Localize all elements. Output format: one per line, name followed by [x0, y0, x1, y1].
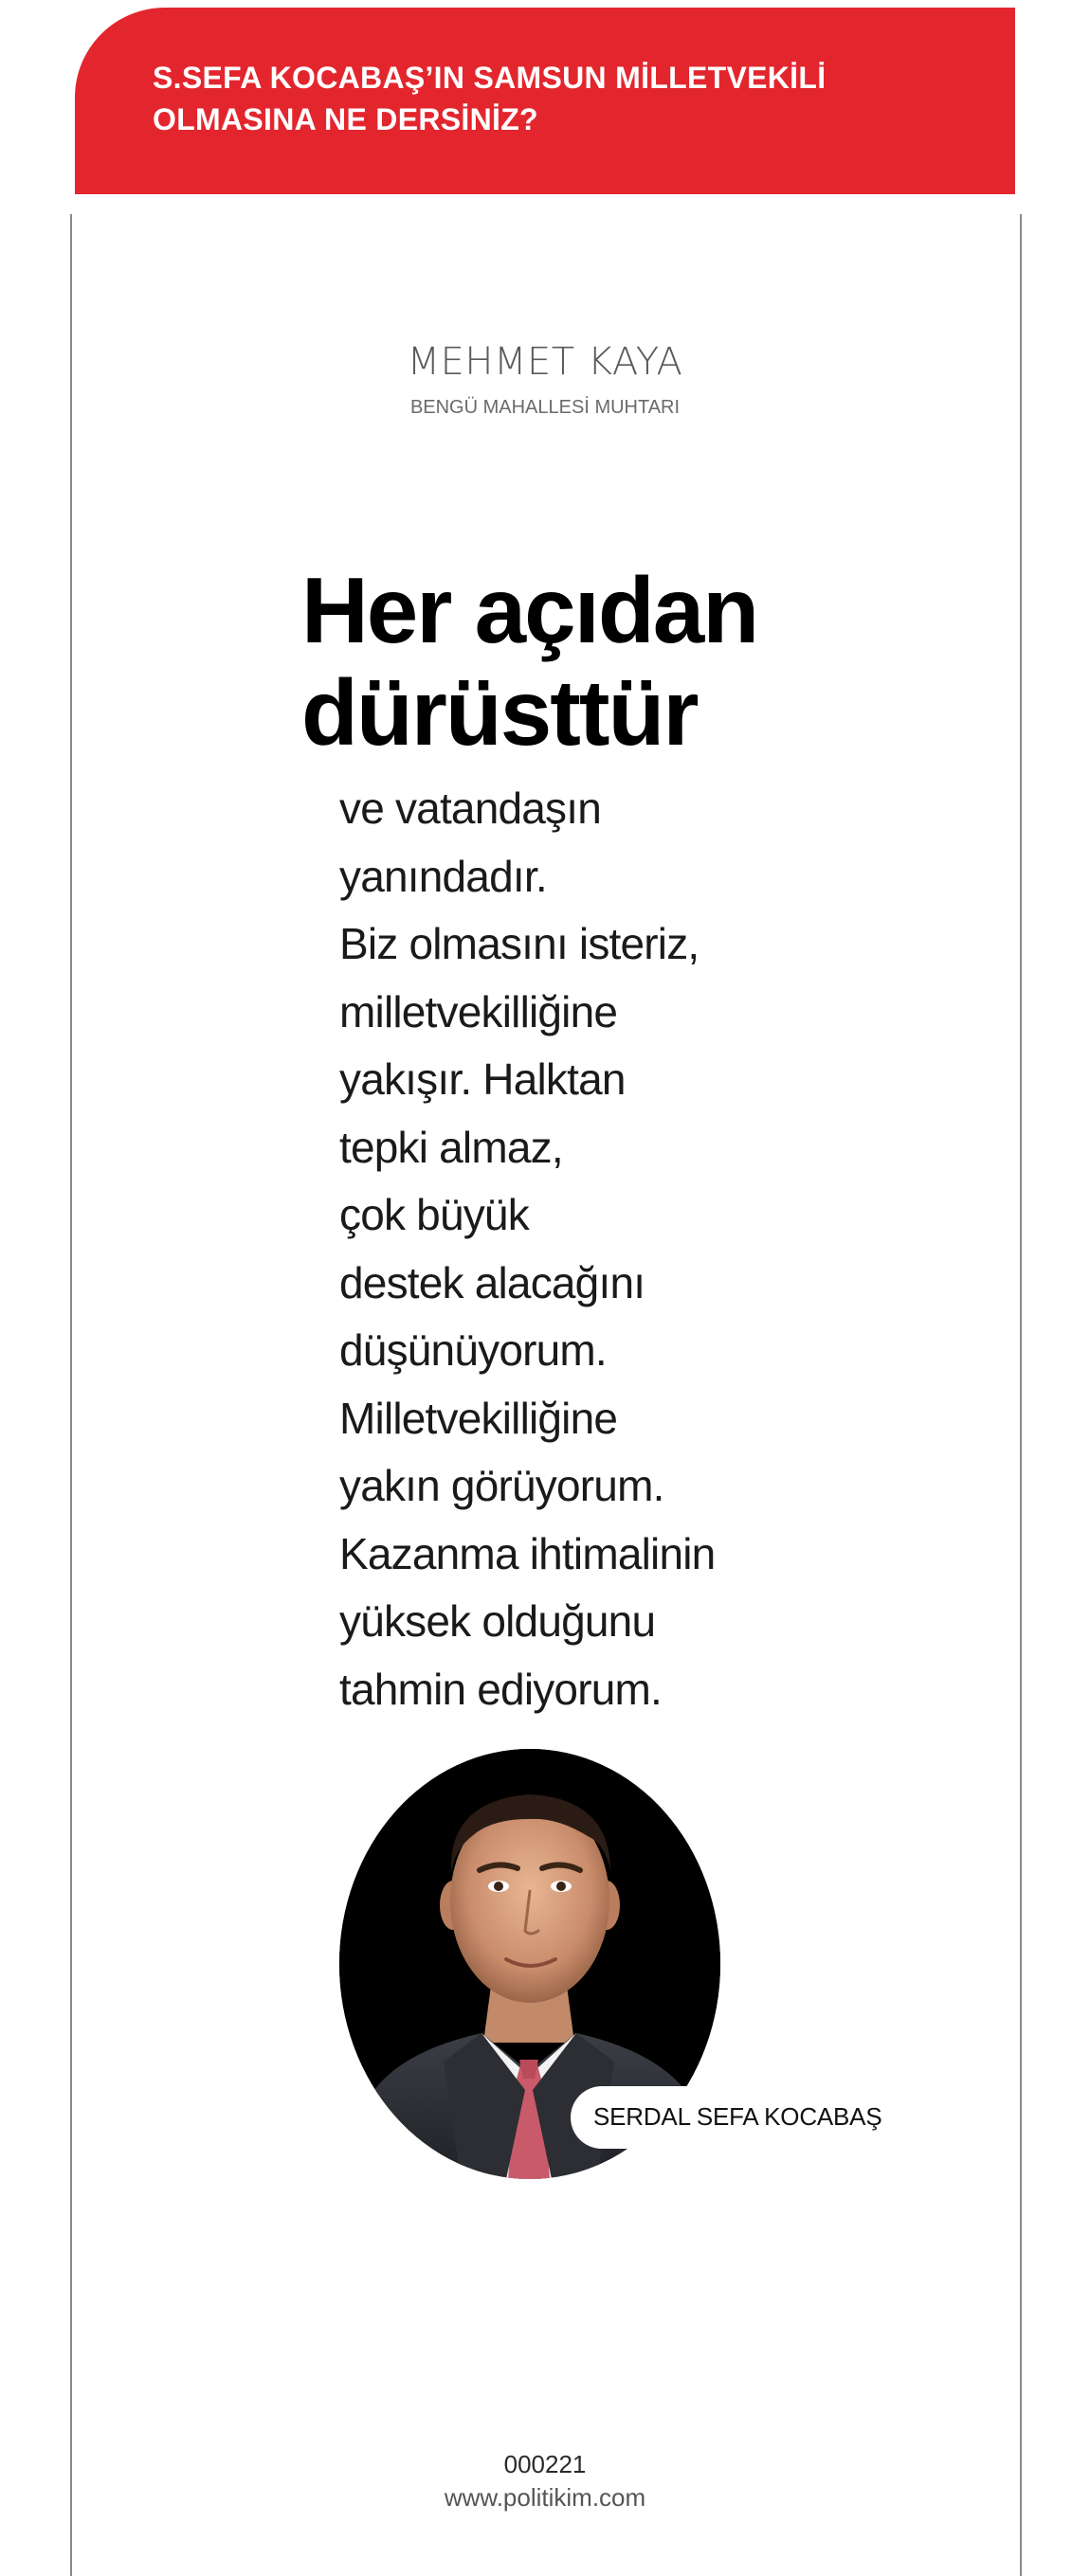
body-line: tahmin ediyorum.	[339, 1664, 663, 1714]
body-line: tepki almaz,	[339, 1122, 563, 1172]
header-banner	[75, 8, 1015, 194]
body-line: Kazanma ihtimalinin	[339, 1528, 716, 1578]
body-line: Biz olmasını isteriz,	[339, 919, 699, 968]
body-line: yakın görüyorum.	[339, 1461, 664, 1510]
headline	[301, 559, 889, 764]
body-line: düşünüyorum.	[339, 1325, 607, 1375]
footer-url[interactable]: www.politikim.com	[444, 2483, 646, 2512]
body-line: yüksek olduğunu	[339, 1596, 656, 1646]
photo-caption: SERDAL SEFA KOCABAŞ	[593, 2102, 882, 2131]
body-line: milletvekilliğine	[339, 986, 618, 1036]
author-name: MEHMET KAYA	[407, 340, 683, 384]
author-title: BENGÜ MAHALLESİ MUHTARI	[409, 397, 681, 418]
headline-line-2: dürüsttür	[301, 660, 698, 765]
body-line: destek alacağını	[339, 1257, 645, 1307]
body-text	[339, 775, 870, 1723]
right-border-line	[1020, 214, 1022, 2576]
body-line: Milletvekilliğine	[339, 1393, 618, 1443]
header-title-line-2: OLMASINA NE DERSİNİZ?	[153, 102, 538, 136]
header-title	[153, 57, 949, 140]
footer-code: 000221	[503, 2450, 587, 2478]
body-line: yanındadır.	[339, 851, 547, 901]
left-border-line	[70, 214, 72, 2576]
body-line: ve vatandaşın	[339, 784, 602, 833]
headline-line-1: Her açıdan	[301, 558, 758, 662]
header-title-line-1: S.SEFA KOCABAŞ’IN SAMSUN MİLLETVEKİLİ	[153, 61, 827, 95]
body-line: çok büyük	[339, 1190, 529, 1239]
body-line: yakışır. Halktan	[339, 1054, 626, 1104]
